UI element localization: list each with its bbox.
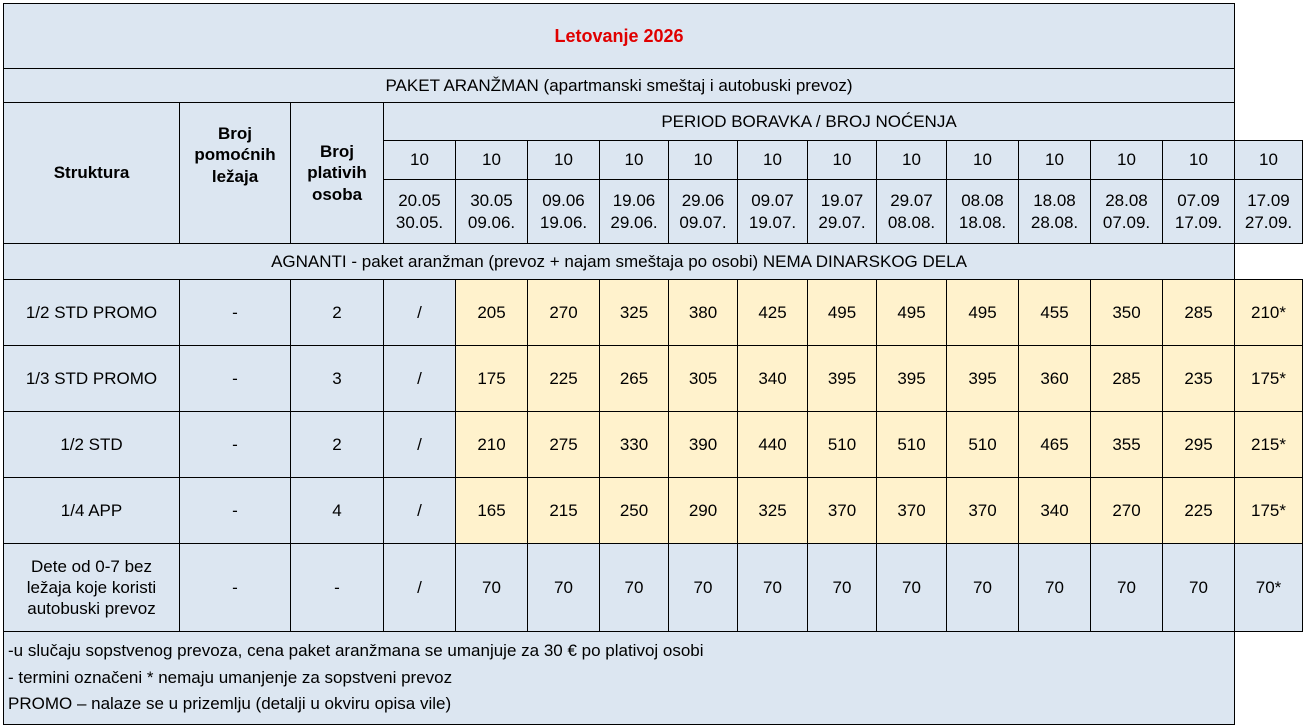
paying-persons-cell: 2 bbox=[291, 280, 384, 346]
price-cell: 70 bbox=[456, 544, 528, 632]
price-cell: 370 bbox=[947, 478, 1019, 544]
price-cell: 290 bbox=[669, 478, 738, 544]
price-cell: 70 bbox=[947, 544, 1019, 632]
price-cell: 210 bbox=[456, 412, 528, 478]
table-subtitle: PAKET ARANŽMAN (apartmanski smeštaj i autobuski prevoz) bbox=[4, 69, 1235, 103]
price-cell: 215 bbox=[528, 478, 600, 544]
period-cell bbox=[1091, 180, 1163, 244]
price-cell: 70 bbox=[528, 544, 600, 632]
period-from: 29.07 bbox=[890, 191, 933, 211]
header-extra-beds: Broj pomoćnih ležaja bbox=[180, 103, 291, 244]
period-cell bbox=[738, 180, 808, 244]
price-cell: 270 bbox=[528, 280, 600, 346]
paying-persons-cell: 4 bbox=[291, 478, 384, 544]
period-from: 07.09 bbox=[1177, 191, 1220, 211]
price-cell: 355 bbox=[1091, 412, 1163, 478]
table-row bbox=[4, 544, 1303, 632]
price-cell: 495 bbox=[947, 280, 1019, 346]
nights-cell: 10 bbox=[738, 141, 808, 180]
price-cell: 510 bbox=[808, 412, 877, 478]
price-cell: 70* bbox=[1235, 544, 1303, 632]
extra-beds-cell: - bbox=[180, 412, 291, 478]
price-cell: 70 bbox=[1019, 544, 1091, 632]
price-cell: 70 bbox=[738, 544, 808, 632]
extra-beds-cell: - bbox=[180, 280, 291, 346]
price-cell: 70 bbox=[808, 544, 877, 632]
price-cell: 370 bbox=[808, 478, 877, 544]
price-cell: 270 bbox=[1091, 478, 1163, 544]
price-cell: 495 bbox=[877, 280, 947, 346]
section-heading: AGNANTI - paket aranžman (prevoz + najam smeštaja po osobi) NEMA DINARSKOG DELA bbox=[4, 244, 1235, 280]
structure-cell: 1/2 STD PROMO bbox=[4, 280, 180, 346]
nights-cell: 10 bbox=[808, 141, 877, 180]
period-cell bbox=[528, 180, 600, 244]
period-cell bbox=[600, 180, 669, 244]
structure-cell: 1/4 APP bbox=[4, 478, 180, 544]
price-cell: 390 bbox=[669, 412, 738, 478]
price-cell: 70 bbox=[600, 544, 669, 632]
period-to: 19.07. bbox=[748, 212, 797, 232]
price-cell: 305 bbox=[669, 346, 738, 412]
slash-cell: / bbox=[384, 544, 456, 632]
price-cell: 395 bbox=[877, 346, 947, 412]
price-cell: 370 bbox=[877, 478, 947, 544]
period-cell bbox=[669, 180, 738, 244]
price-cell: 340 bbox=[738, 346, 808, 412]
price-cell: 175 bbox=[456, 346, 528, 412]
price-cell: 380 bbox=[669, 280, 738, 346]
price-cell: 250 bbox=[600, 478, 669, 544]
structure-cell: 1/2 STD bbox=[4, 412, 180, 478]
period-to: 09.07. bbox=[679, 212, 727, 232]
period-to: 09.06. bbox=[467, 212, 516, 232]
nights-cell: 10 bbox=[456, 141, 528, 180]
price-cell: 495 bbox=[808, 280, 877, 346]
period-to: 17.09. bbox=[1174, 212, 1223, 232]
period-from: 28.08 bbox=[1105, 191, 1148, 211]
price-table bbox=[3, 3, 1303, 725]
period-from: 19.06 bbox=[612, 191, 656, 211]
price-cell: 360 bbox=[1019, 346, 1091, 412]
extra-beds-cell: - bbox=[180, 346, 291, 412]
price-cell: 235 bbox=[1163, 346, 1235, 412]
period-from: 20.05 bbox=[398, 191, 441, 211]
price-cell: 455 bbox=[1019, 280, 1091, 346]
period-to: 18.08. bbox=[958, 212, 1007, 232]
period-from: 29.06 bbox=[681, 191, 725, 211]
price-cell: 205 bbox=[456, 280, 528, 346]
period-cell bbox=[1019, 180, 1091, 244]
paying-persons-cell: 3 bbox=[291, 346, 384, 412]
slash-cell: / bbox=[384, 412, 456, 478]
price-cell: 325 bbox=[738, 478, 808, 544]
slash-cell: / bbox=[384, 346, 456, 412]
price-cell: 510 bbox=[947, 412, 1019, 478]
nights-cell: 10 bbox=[600, 141, 669, 180]
period-to: 27.09. bbox=[1244, 212, 1293, 232]
period-cell bbox=[384, 180, 456, 244]
table-title: Letovanje 2026 bbox=[4, 4, 1235, 69]
nights-cell: 10 bbox=[877, 141, 947, 180]
period-from: 17.09 bbox=[1247, 191, 1290, 211]
price-cell: 265 bbox=[600, 346, 669, 412]
period-cell bbox=[456, 180, 528, 244]
price-cell: 70 bbox=[1091, 544, 1163, 632]
period-cell bbox=[947, 180, 1019, 244]
price-cell: 395 bbox=[808, 346, 877, 412]
paying-persons-cell: - bbox=[291, 544, 384, 632]
price-cell: 440 bbox=[738, 412, 808, 478]
period-to: 30.05. bbox=[395, 212, 444, 232]
price-cell: 325 bbox=[600, 280, 669, 346]
nights-cell: 10 bbox=[1091, 141, 1163, 180]
structure-cell: Dete od 0-7 bez ležaja koje koristi autobuski prevoz bbox=[4, 544, 180, 632]
price-cell: 340 bbox=[1019, 478, 1091, 544]
header-period: PERIOD BORAVKA / BROJ NOĆENJA bbox=[384, 103, 1235, 141]
period-to: 08.08. bbox=[887, 212, 936, 232]
paying-persons-cell: 2 bbox=[291, 412, 384, 478]
nights-cell: 10 bbox=[947, 141, 1019, 180]
period-from: 30.05 bbox=[470, 191, 513, 211]
period-from: 19.07 bbox=[820, 191, 864, 211]
nights-cell: 10 bbox=[528, 141, 600, 180]
price-cell: 465 bbox=[1019, 412, 1091, 478]
period-to: 29.06. bbox=[610, 212, 658, 232]
period-from: 09.07 bbox=[751, 191, 794, 211]
period-to: 19.06. bbox=[539, 212, 588, 232]
price-cell: 425 bbox=[738, 280, 808, 346]
price-cell: 330 bbox=[600, 412, 669, 478]
price-cell: 295 bbox=[1163, 412, 1235, 478]
price-cell: 395 bbox=[947, 346, 1019, 412]
price-cell: 70 bbox=[877, 544, 947, 632]
notes-box bbox=[4, 632, 1235, 725]
slash-cell: / bbox=[384, 280, 456, 346]
price-cell: 275 bbox=[528, 412, 600, 478]
table-row bbox=[4, 478, 1303, 544]
price-cell: 285 bbox=[1163, 280, 1235, 346]
price-cell: 175* bbox=[1235, 478, 1303, 544]
price-cell: 70 bbox=[669, 544, 738, 632]
extra-beds-cell: - bbox=[180, 478, 291, 544]
table-row bbox=[4, 280, 1303, 346]
nights-cell: 10 bbox=[1019, 141, 1091, 180]
note-line: -u slučaju sopstvenog prevoza, cena paket aranžmana se umanjuje za 30 € po plativoj osobi bbox=[8, 641, 704, 661]
price-cell: 225 bbox=[528, 346, 600, 412]
price-cell: 175* bbox=[1235, 346, 1303, 412]
price-cell: 285 bbox=[1091, 346, 1163, 412]
period-from: 08.08 bbox=[961, 191, 1004, 211]
period-to: 29.07. bbox=[818, 212, 866, 232]
period-cell bbox=[808, 180, 877, 244]
price-cell: 70 bbox=[1163, 544, 1235, 632]
period-to: 28.08. bbox=[1030, 212, 1079, 232]
note-line: PROMO – nalaze se u prizemlju (detalji u okviru opisa vile) bbox=[8, 694, 452, 714]
note-line: - termini označeni * nemaju umanjenje za sopstveni prevoz bbox=[8, 667, 453, 687]
price-cell: 210* bbox=[1235, 280, 1303, 346]
nights-cell: 10 bbox=[1235, 141, 1303, 180]
price-cell: 510 bbox=[877, 412, 947, 478]
structure-cell: 1/3 STD PROMO bbox=[4, 346, 180, 412]
header-structure: Struktura bbox=[4, 103, 180, 244]
period-from: 09.06 bbox=[542, 191, 585, 211]
price-cell: 215* bbox=[1235, 412, 1303, 478]
price-cell: 225 bbox=[1163, 478, 1235, 544]
period-from: 18.08 bbox=[1033, 191, 1076, 211]
table-row bbox=[4, 346, 1303, 412]
period-cell bbox=[1235, 180, 1303, 244]
nights-cell: 10 bbox=[384, 141, 456, 180]
period-to: 07.09. bbox=[1102, 212, 1151, 232]
period-cell bbox=[877, 180, 947, 244]
price-cell: 165 bbox=[456, 478, 528, 544]
nights-cell: 10 bbox=[1163, 141, 1235, 180]
price-cell: 350 bbox=[1091, 280, 1163, 346]
period-cell bbox=[1163, 180, 1235, 244]
nights-cell: 10 bbox=[669, 141, 738, 180]
extra-beds-cell: - bbox=[180, 544, 291, 632]
table-row bbox=[4, 412, 1303, 478]
slash-cell: / bbox=[384, 478, 456, 544]
header-paying-persons: Broj plativih osoba bbox=[291, 103, 384, 244]
